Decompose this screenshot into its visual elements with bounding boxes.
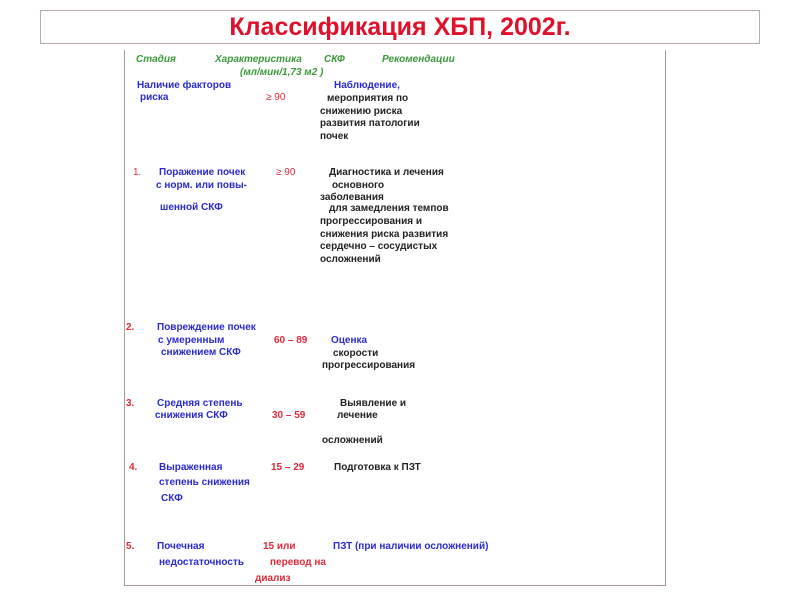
row-number: 4. xyxy=(129,462,138,473)
row-characteristic: Наличие факторов xyxy=(137,80,232,91)
page-title: Классификация ХБП, 2002г. xyxy=(229,13,571,41)
row-number: 2. xyxy=(126,322,135,333)
row-characteristic: с норм. или повы- xyxy=(156,180,248,191)
row-recommendation: для замедления темпов xyxy=(329,203,449,214)
row-recommendation: развития патологии xyxy=(320,118,420,129)
row-characteristic: недостаточность xyxy=(159,557,244,568)
row-characteristic: снижения СКФ xyxy=(155,410,228,421)
row-characteristic: Поражение почек xyxy=(159,167,246,178)
header-gfr: СКФ xyxy=(324,54,345,65)
row-gfr: ≥ 90 xyxy=(276,167,296,178)
row-recommendation: осложнений xyxy=(322,435,383,446)
row-recommendation: Диагностика и лечения xyxy=(329,167,444,178)
row-recommendation: почек xyxy=(320,131,349,142)
row-recommendation: основного xyxy=(332,180,385,191)
row-number: 1. xyxy=(133,167,142,178)
row-recommendation: Выявление и xyxy=(340,398,407,409)
row-characteristic: снижением СКФ xyxy=(161,347,241,358)
row-recommendation: лечение xyxy=(337,410,378,421)
row-gfr: 30 – 59 xyxy=(272,410,306,421)
row-characteristic: степень снижения xyxy=(159,477,250,488)
row-recommendation: ПЗТ (при наличии осложнений) xyxy=(333,541,489,552)
row-recommendation: мероприятия по xyxy=(327,93,409,104)
row-recommendation: заболевания xyxy=(320,192,384,203)
row-number: 3. xyxy=(126,398,135,409)
row-characteristic: Почечная xyxy=(157,541,205,552)
header-stage: Стадия xyxy=(136,54,176,65)
row-characteristic: с умеренным xyxy=(158,335,225,346)
row-recommendation: Подготовка к ПЗТ xyxy=(334,462,421,473)
row-characteristic: шенной СКФ xyxy=(160,202,223,213)
header-gfr-unit: (мл/мин/1,73 м2 ) xyxy=(240,67,324,78)
title-box xyxy=(40,10,760,44)
row-recommendation: прогрессирования и xyxy=(320,216,422,227)
row-characteristic: Выраженная xyxy=(159,462,223,473)
row-recommendation: прогрессирования xyxy=(322,360,416,371)
content-box xyxy=(124,50,666,586)
row-recommendation: осложнений xyxy=(320,254,381,265)
row-recommendation: снижению риска xyxy=(320,106,403,117)
row-recommendation: сердечно – сосудистых xyxy=(320,241,438,252)
row-gfr: 15 или xyxy=(263,541,296,552)
row-characteristic: Средняя степень xyxy=(157,398,243,409)
row-gfr: 15 – 29 xyxy=(271,462,305,473)
row-recommendation: Оценка xyxy=(331,335,368,346)
row-gfr-extra: диализ xyxy=(255,573,291,584)
row-characteristic: СКФ xyxy=(161,493,183,504)
row-gfr: 60 – 89 xyxy=(274,335,308,346)
row-characteristic: риска xyxy=(140,92,169,103)
row-characteristic: Повреждение почек xyxy=(157,322,256,333)
row-recommendation: Наблюдение, xyxy=(334,80,400,91)
row-gfr-extra: перевод на xyxy=(270,557,326,568)
header-recommendations: Рекомендации xyxy=(382,54,455,65)
row-recommendation: скорости xyxy=(333,348,379,359)
row-recommendation: снижения риска развития xyxy=(320,229,449,240)
row-gfr: ≥ 90 xyxy=(266,92,286,103)
row-number: 5. xyxy=(126,541,135,552)
header-characteristic: Характеристика xyxy=(215,54,302,65)
